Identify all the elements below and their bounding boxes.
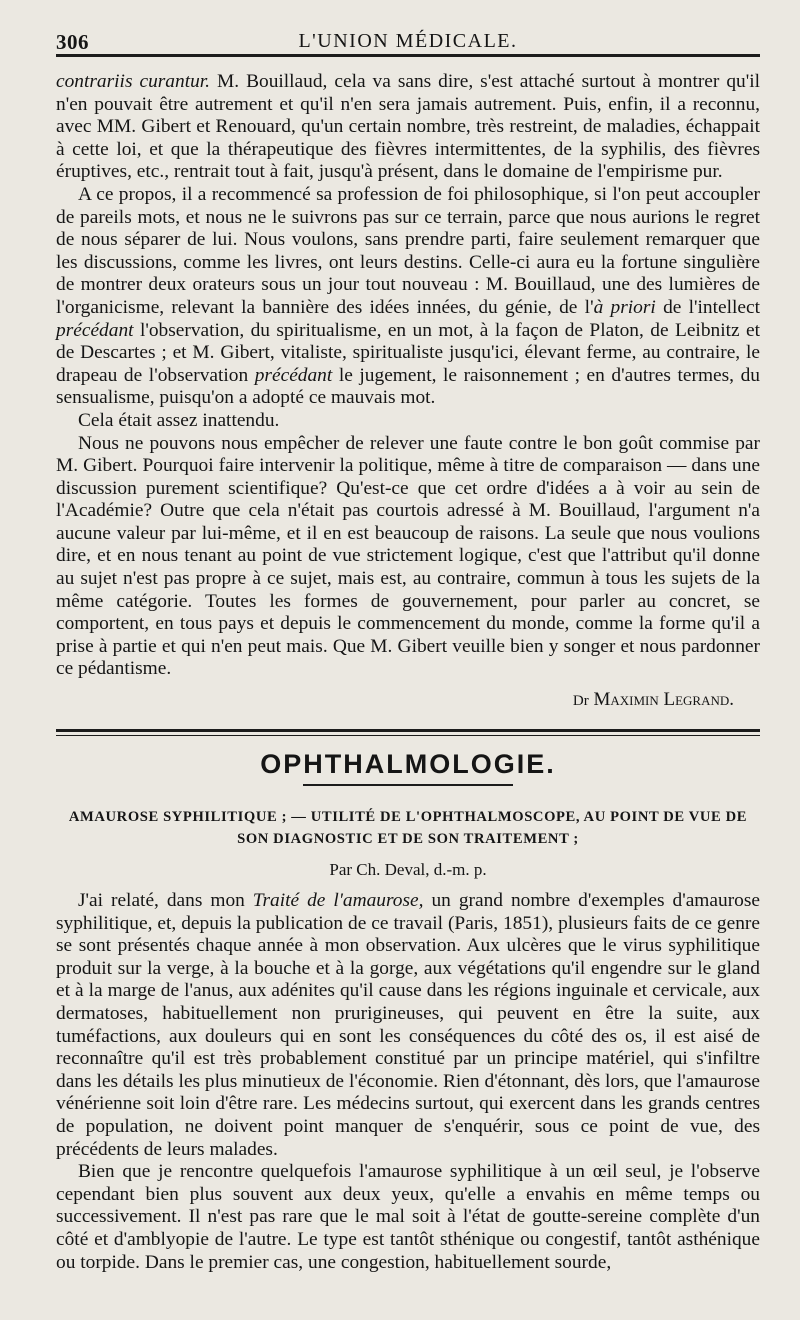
section-title: OPHTHALMOLOGIE. (260, 749, 556, 780)
paragraph (56, 184, 760, 410)
paragraph-text: le jugement, le raisonnement ; en d'autres termes, du sensualisme, puisqu'on a adopté ce mauvais mot. (56, 364, 760, 409)
italic-text: précédant (254, 364, 333, 386)
signature-name: Maximin Legrand. (593, 689, 734, 711)
signature-prefix: Dr (572, 693, 589, 710)
page-number: 306 (56, 30, 89, 54)
author-signature (56, 689, 734, 711)
paragraph (56, 71, 760, 184)
article-one (56, 71, 760, 681)
italic-text: précédant (56, 319, 134, 341)
italic-text: à priori (593, 296, 656, 318)
italic-text: contrariis curantur. (56, 71, 211, 92)
article-two (56, 890, 760, 1274)
paragraph-text: J'ai relaté, dans mon (78, 890, 253, 912)
paragraph (56, 890, 760, 1161)
italic-text: Traité de l'amaurose, (252, 890, 424, 912)
byline: Par Ch. Deval, d.-m. p. (329, 860, 487, 880)
section-divider (56, 729, 760, 736)
paragraph: Nous ne pouvons nous empêcher de relever une faute contre le bon goût commise par M. Gibert. Pourquoi faire intervenir la politique, même à titre de comparaison — dans une discussion purement scientifique? Qu'est-ce que cet ordre d'idées a à voir au sein de l'Académie? Outre que cela n'était pas courtois adressé à M. Bouillaud, l'argument n'a aucune valeur par lui-même, et il en est beaucoup de raisons. La seule que nous voulions dire, et en nous tenant au point de vue strictement logique, c'est que l'attribut qu'il donne au sujet n'est pas propre à ce sujet, mais est, au contraire, commun à tous les sujets de la même catégorie. Toutes les formes de gouvernement, pour parler au concret, se comportent, en tous pays et depuis le commencement du monde, comme la forme qu'il a prise à partie et qui n'en peut mais. Que M. Gibert veuille bien y songer et nous pardonner ce pédantisme. (56, 432, 760, 680)
paragraph: Bien que je rencontre quelquefois l'amaurose syphilitique à un œil seul, je l'observe cependant bien plus souvent aux deux yeux, qu'elle a envahis en même temps ou successivement. Il n'est pas rare que le mal soit à l'état de goutte-sereine complète d'un côté et d'amblyopie de l'autre. Le type est tantôt sthénique ou congestif, tantôt asthénique ou torpide. Dans le premier cas, une congestion, habituellement sourde, (56, 1161, 760, 1273)
running-title: L'UNION MÉDICALE. (298, 30, 518, 52)
page-header (56, 0, 760, 57)
paragraph-text: A ce propos, il a recommencé sa profession de foi philosophique, si l'on peut accoupler de pareils mots, et nous ne le suivrons pas sur ce terrain, parce que nous aurions le regret de nous séparer de lui. Nous voulons, sans prendre parti, faire seulement remarquer que les discussions, comme les livres, ont leurs destins. Celle-ci aura eu la fortune singulière de montrer deux orateurs sous un jour tout nouveau : M. Bouillaud, une des lumières de l'organicisme, relevant la bannière des idées innées, du génie, de l' (56, 183, 760, 318)
paragraph: Cela était assez inattendu. (78, 409, 280, 431)
article-title: AMAUROSE SYPHILITIQUE ; — UTILITÉ DE L'OPHTHALMOSCOPE, AU POINT DE VUE DE SON DIAGNOSTIC ET DE SON TRAITEMENT ; (68, 809, 748, 848)
paragraph-text: M. Bouillaud, cela va sans dire, s'est attaché surtout à montrer qu'il n'en pouvait être autrement et qu'il n'en sera jamais autrement. Puis, enfin, il a reconnu, avec MM. Gibert et Renouard, qu'un certain nombre, très restreint, de maladies, échappait à cette loi, et que la thérapeutique des fièvres intermittentes, de la syphilis, des fièvres éruptives, etc., rentrait tout à fait, jusqu'à présent, dans le domaine de l'empirisme pur. (56, 71, 760, 183)
paragraph-text: de l'intellect (655, 296, 760, 318)
paragraph-text: un grand nombre d'exemples d'amaurose syphilitique, et, depuis la publication de ce travail (Paris, 1851), plusieurs faits de ce genre se sont présentés chaque année à mon observation. Aux ulcères que le virus syphilitique produit sur la verge, à la bouche et à la gorge, aux végétations qu'il engendre sur le gland et à la marge de l'anus, aux adénites qu'il cause dans les régions inguinale et cervicale, aux dermatoses, habituellement non prurigineuses, qui peuvent en être la suite, aux tuméfactions, aux douleurs qui en sont les conséquences du côté des os, il est aisé de reconnaître qu'il est très probablement constitué par un principe matériel, qui s'infiltre dans les détails les plus minutieux de l'économie. Rien d'étonnant, dès lors, que l'amaurose vénérienne soit loin d'être rare. Les médecins surtout, qui exercent dans les grands centres de population, ne doivent point manquer de s'enquérir, sous ce point de vue, des précédents de leurs malades. (56, 890, 760, 1160)
paragraph-text: l'observation, du spiritualisme, en un mot, à la façon de Platon, de Leibnitz et de Descartes ; et M. Gibert, vitaliste, spiritualiste jusqu'ici, élevant ferme, au contraire, le drapeau de l'observation (56, 319, 760, 386)
title-underline (303, 784, 513, 786)
